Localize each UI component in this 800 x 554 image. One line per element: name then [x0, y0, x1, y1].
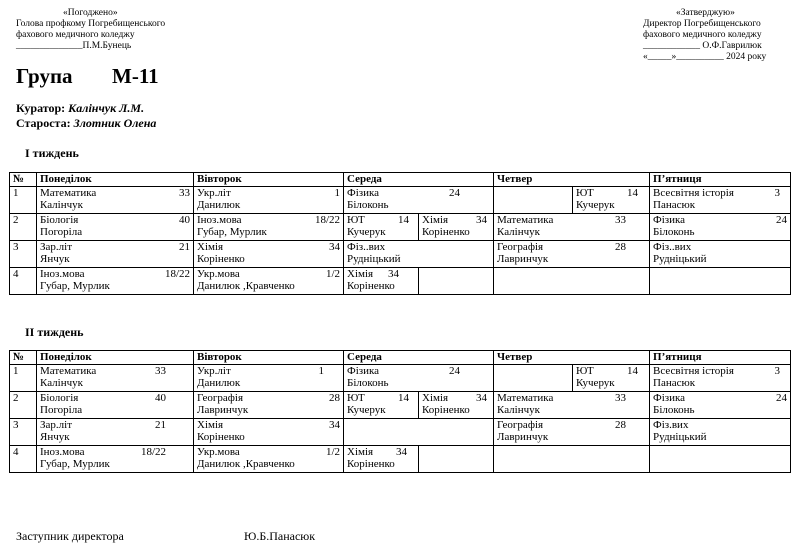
subject: Укр.мова: [197, 445, 240, 458]
room: 40: [155, 391, 166, 404]
column-header-friday: П’ятниця: [650, 173, 791, 187]
lesson-cell: [37, 213, 194, 240]
approval-right-line: ____________ О.Ф.Гаврилюк: [643, 41, 762, 51]
teacher: Калінчук: [497, 226, 540, 238]
room: 3: [774, 364, 781, 377]
room: 28: [615, 418, 627, 431]
lesson-cell: [37, 364, 194, 391]
lesson-cell: [650, 418, 791, 445]
teacher: Данилюк: [197, 377, 241, 389]
lesson-cell: [194, 445, 344, 472]
lesson-cell: [194, 213, 344, 240]
teacher: Калінчук: [40, 199, 83, 211]
lesson-number: 4: [10, 267, 37, 294]
teacher: Рудніцький: [347, 253, 401, 265]
room: 21: [179, 240, 190, 253]
approval-block-left: [16, 8, 165, 52]
lesson-number: 1: [10, 186, 37, 213]
subject: Біологія: [40, 391, 79, 404]
subject: Географія: [497, 418, 544, 431]
lesson-cell: [344, 186, 494, 213]
subject: Фізика: [347, 364, 380, 377]
lesson-cell: [494, 391, 650, 418]
column-header-tuesday: Вівторок: [194, 173, 344, 187]
starosta-line: [16, 116, 156, 131]
table-row: [10, 391, 791, 418]
lesson-cell: [37, 267, 194, 294]
subject: Укр.літ: [197, 364, 231, 377]
lesson-cell: [194, 240, 344, 267]
lesson-cell: [344, 267, 419, 294]
room: 24: [776, 213, 788, 226]
lesson-number: 2: [10, 213, 37, 240]
lesson-cell: [494, 418, 650, 445]
table-row: [10, 267, 791, 294]
room: 1: [318, 364, 324, 377]
teacher: Коріненко: [347, 458, 395, 470]
curator-label: Куратор:: [16, 101, 66, 115]
column-header-wednesday: Середа: [344, 173, 494, 187]
teacher: Губар, Мурлик: [197, 226, 267, 238]
lesson-cell: [650, 240, 791, 267]
lesson-cell: [194, 364, 344, 391]
lesson-cell: [419, 267, 494, 294]
approval-left-line: фахового медичного коледжу: [16, 30, 135, 40]
lesson-cell: [344, 364, 494, 391]
room: 34: [329, 418, 340, 431]
lesson-cell: [194, 418, 344, 445]
teacher: Губар, Мурлик: [40, 280, 110, 292]
teacher: Калінчук: [40, 377, 83, 389]
lesson-cell: [494, 445, 650, 472]
room: 14: [398, 213, 409, 226]
teacher: Лавринчук: [197, 404, 249, 416]
subject: Хімія: [347, 267, 374, 280]
group-title: [16, 64, 159, 89]
teacher: Погоріла: [40, 226, 83, 238]
room: 1/2: [325, 267, 340, 280]
approval-left-line: Голова профкому Погребищенського: [16, 19, 166, 29]
teacher: Кучерук: [347, 404, 386, 416]
lesson-cell: [419, 213, 494, 240]
teacher: Коріненко: [347, 280, 395, 292]
subject: Фіз..вих: [653, 240, 692, 253]
starosta-label: Староста:: [16, 116, 71, 130]
schedule-table-week-2: [9, 350, 791, 473]
room: 14: [398, 391, 409, 404]
subject: Фіз..вих: [347, 240, 386, 253]
room: 34: [396, 445, 407, 458]
lesson-cell: [650, 267, 791, 294]
teacher: Панасюк: [653, 199, 696, 211]
room: 33: [615, 391, 627, 404]
subject: Хімія: [197, 240, 224, 253]
signature-name: Ю.Б.Панасюк: [244, 529, 316, 543]
room: 18/22: [140, 445, 166, 458]
lesson-cell: [344, 445, 419, 472]
schedule-table-week-1: [9, 172, 791, 295]
subject: Хімія: [197, 418, 224, 431]
room: 24: [449, 364, 461, 377]
teacher: Коріненко: [197, 253, 245, 265]
teacher: Губар, Мурлик: [40, 458, 110, 470]
room: 24: [449, 186, 461, 199]
teacher: Коріненко: [422, 226, 470, 238]
table-row: [10, 418, 791, 445]
group-name: М-11: [112, 64, 159, 88]
room: 33: [155, 364, 166, 377]
week-title: І тиждень: [25, 146, 79, 160]
approval-right-line: фахового медичного коледжу: [643, 30, 762, 40]
subject: Математика: [40, 186, 97, 199]
room: 3: [774, 186, 781, 199]
approval-block-right: [643, 8, 766, 63]
lesson-cell: [494, 240, 650, 267]
lesson-cell: [194, 391, 344, 418]
teacher: Данилюк ,Кравченко: [197, 458, 295, 470]
column-header-tuesday: Вівторок: [194, 351, 344, 365]
subject: Фізика: [347, 186, 380, 199]
teacher: Білоконь: [653, 404, 695, 416]
room: 33: [615, 213, 627, 226]
teacher: Калінчук: [497, 404, 540, 416]
subject: Фізика: [653, 213, 686, 226]
lesson-cell: [650, 364, 791, 391]
signature-position: Заступник директора: [16, 529, 124, 543]
lesson-cell: [37, 240, 194, 267]
lesson-cell: [650, 213, 791, 240]
room: 21: [155, 418, 166, 431]
lesson-cell: [194, 186, 344, 213]
lesson-cell: [37, 186, 194, 213]
teacher: Данилюк: [197, 199, 241, 211]
curator-line: [16, 101, 144, 116]
room: 14: [627, 186, 639, 199]
room: 28: [615, 240, 627, 253]
lesson-number: 4: [10, 445, 37, 472]
lesson-cell: [573, 186, 650, 213]
lesson-cell: [650, 391, 791, 418]
column-header-number: №: [10, 173, 37, 187]
lesson-cell: [650, 445, 791, 472]
teacher: Рудніцький: [653, 431, 707, 443]
column-header-thursday: Четвер: [494, 173, 650, 187]
lesson-cell: [494, 364, 573, 391]
approval-left-line: ______________П.М.Бунець: [16, 41, 132, 51]
column-header-number: №: [10, 351, 37, 365]
teacher: Лавринчук: [497, 431, 549, 443]
teacher: Кучерук: [576, 377, 615, 389]
lesson-cell: [344, 240, 494, 267]
approval-left-line: «Погоджено»: [63, 8, 118, 18]
lesson-cell: [419, 391, 494, 418]
approval-right-line: Директор Погребищенського: [643, 19, 761, 29]
lesson-cell: [37, 391, 194, 418]
subject: Іноз.мова: [40, 445, 85, 458]
teacher: Білоконь: [347, 199, 389, 211]
subject: Хімія: [422, 213, 449, 226]
lesson-cell: [650, 186, 791, 213]
week-title: ІІ тиждень: [25, 325, 84, 339]
subject: Математика: [497, 391, 554, 404]
lesson-cell: [494, 213, 650, 240]
teacher: Янчук: [40, 431, 70, 443]
teacher: Кучерук: [347, 226, 386, 238]
subject: ЮТ: [576, 186, 594, 199]
lesson-cell: [37, 445, 194, 472]
room: 18/22: [314, 213, 340, 226]
table-header-row: [10, 173, 791, 187]
lesson-cell: [37, 418, 194, 445]
room: 14: [627, 364, 639, 377]
subject: ЮТ: [347, 213, 365, 226]
table-row: [10, 240, 791, 267]
column-header-wednesday: Середа: [344, 351, 494, 365]
room: 24: [776, 391, 788, 404]
column-header-monday: Понеділок: [37, 173, 194, 187]
room: 1: [334, 186, 340, 199]
approval-right-line: «_____»__________ 2024 року: [643, 52, 767, 62]
teacher: Янчук: [40, 253, 70, 265]
table-row: [10, 186, 791, 213]
subject: Іноз.мова: [197, 213, 242, 226]
subject: ЮТ: [347, 391, 365, 404]
lesson-number: 2: [10, 391, 37, 418]
subject: Укр.літ: [197, 186, 231, 199]
column-header-friday: П’ятниця: [650, 351, 791, 365]
room: 34: [476, 391, 488, 404]
teacher: Данилюк ,Кравченко: [197, 280, 295, 292]
teacher: Коріненко: [422, 404, 470, 416]
room: 1/2: [325, 445, 340, 458]
curator-name: Калінчук Л.М.: [68, 101, 145, 115]
room: 33: [179, 186, 190, 199]
teacher: Погоріла: [40, 404, 83, 416]
group-label: Група: [16, 64, 73, 88]
lesson-number: 3: [10, 240, 37, 267]
lesson-cell: [494, 267, 650, 294]
lesson-cell: [494, 186, 573, 213]
lesson-cell: [344, 213, 419, 240]
room: 28: [329, 391, 340, 404]
subject: Математика: [497, 213, 554, 226]
teacher: Лавринчук: [497, 253, 549, 265]
subject: ЮТ: [576, 364, 594, 377]
column-header-monday: Понеділок: [37, 351, 194, 365]
table-header-row: [10, 351, 791, 365]
subject: Біологія: [40, 213, 79, 226]
teacher: Панасюк: [653, 377, 696, 389]
table-row: [10, 364, 791, 391]
lesson-cell: [573, 364, 650, 391]
subject: Всесвітня історія: [653, 364, 734, 377]
teacher: Кучерук: [576, 199, 615, 211]
approval-right-line: «Затверджую»: [676, 8, 735, 18]
subject: Фізика: [653, 391, 686, 404]
teacher: Коріненко: [197, 431, 245, 443]
subject: Зар.літ: [40, 418, 72, 431]
table-row: [10, 445, 791, 472]
teacher: Білоконь: [347, 377, 389, 389]
lesson-cell: [344, 391, 419, 418]
column-header-thursday: Четвер: [494, 351, 650, 365]
lesson-number: 3: [10, 418, 37, 445]
subject: Укр.мова: [197, 267, 240, 280]
lesson-cell: [419, 445, 494, 472]
subject: Хімія: [347, 445, 374, 458]
lesson-number: 1: [10, 364, 37, 391]
table-row: [10, 213, 791, 240]
room: 34: [476, 213, 488, 226]
lesson-cell: [194, 267, 344, 294]
subject: Хімія: [422, 391, 449, 404]
lesson-cell: [344, 418, 494, 445]
starosta-name: Злотник Олена: [73, 116, 157, 130]
subject: Іноз.мова: [40, 267, 85, 280]
teacher: Білоконь: [653, 226, 695, 238]
room: 40: [179, 213, 190, 226]
room: 34: [329, 240, 340, 253]
subject: Фіз.вих: [653, 418, 689, 431]
room: 18/22: [164, 267, 190, 280]
teacher: Рудніцький: [653, 253, 707, 265]
subject: Географія: [497, 240, 544, 253]
subject: Всесвітня історія: [653, 186, 734, 199]
subject: Математика: [40, 364, 97, 377]
subject: Зар.літ: [40, 240, 72, 253]
room: 34: [388, 267, 399, 280]
subject: Географія: [197, 391, 244, 404]
